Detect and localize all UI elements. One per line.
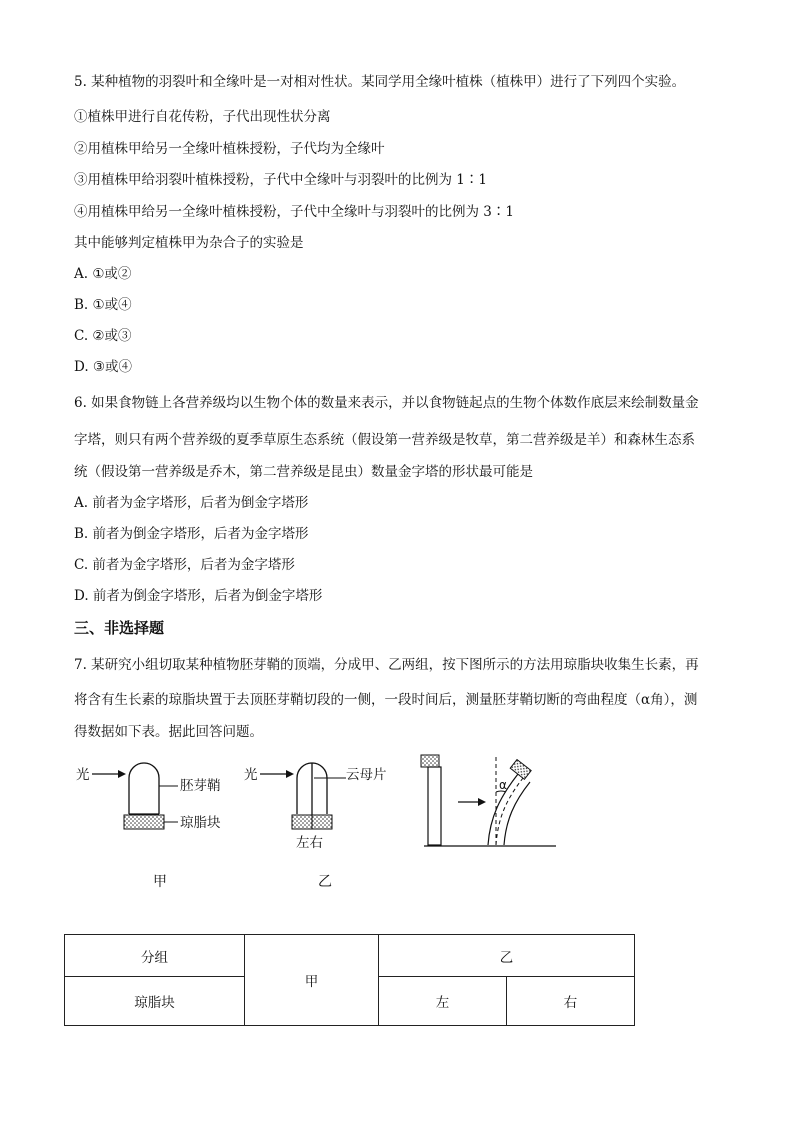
figure-yi [242,758,402,858]
q5-option-d[interactable]: D. ③或④ [74,359,133,375]
data-table [64,934,635,1026]
q5-experiment-1: ①植株甲进行自花传粉，子代出现性状分离 [74,109,331,125]
q5-option-c[interactable]: C. ②或③ [74,328,132,344]
table-header-group: 分组 [65,935,245,977]
table-cell-right: 右 [507,977,635,1026]
section-heading: 三、非选择题 [74,619,165,637]
q6-stem-line-1: 6. 如果食物链上各营养级均以生物个体的数量来表示，并以食物链起点的生物个体数作底层来绘制数量金 [74,395,699,411]
q5-experiment-4: ④用植株甲给另一全缘叶植株授粉，子代中全缘叶与羽裂叶的比例为 3∶1 [74,204,514,220]
q7-stem-line-1: 7. 某研究小组切取某种植物胚芽鞘的顶端，分成甲、乙两组，按下图所示的方法用琼脂块收集生长素，再 [74,657,699,673]
alpha-label: α [499,778,507,792]
q7-stem-line-2: 将含有生长素的琼脂块置于去顶胚芽鞘切段的一侧，一段时间后，测量胚芽鞘切断的弯曲程度（α角），测 [74,692,698,708]
yi-light-arrow-head [286,770,294,778]
straight-segment-agar [421,755,439,767]
yi-agar-right [312,815,332,829]
q6-option-c[interactable]: C. 前者为金字塔形，后者为金字塔形 [74,557,295,573]
q5-option-a[interactable]: A. ①或② [74,266,132,282]
table-cell-left: 左 [379,977,507,1026]
q6-option-d[interactable]: D. 前者为倒金字塔形，后者为倒金字塔形 [74,588,323,604]
jia-light-label: 光 [76,767,90,783]
yi-agar-left [292,815,312,829]
jia-sheath-label: 胚芽鞘 [180,778,221,794]
figure-yi-caption: 乙 [318,874,332,890]
q6-option-a[interactable]: A. 前者为金字塔形，后者为倒金字塔形 [74,495,309,511]
push-arrow-head [478,798,486,806]
yi-light-label: 光 [244,767,258,783]
table-cell-jia: 甲 [245,935,379,1026]
q6-option-b[interactable]: B. 前者为倒金字塔形，后者为金字塔形 [74,526,309,542]
bent-segment-agar [510,760,531,780]
q5-option-b[interactable]: B. ①或④ [74,297,132,313]
q5-experiment-2: ②用植株甲给另一全缘叶植株授粉，子代均为全缘叶 [74,141,385,157]
q6-stem-line-3: 统（假设第一营养级是乔木，第二营养级是昆虫）数量金字塔的形状最可能是 [74,464,533,480]
table-header-agar: 琼脂块 [65,977,245,1026]
q6-stem-line-2: 字塔，则只有两个营养级的夏季草原生态系统（假设第一营养级是牧草，第二营养级是羊）和森林生态系 [74,432,695,448]
table-cell-yi: 乙 [379,935,635,977]
jia-agar-block [124,815,164,829]
jia-coleoptile [129,763,159,814]
q5-question: 其中能够判定植株甲为杂合子的实验是 [74,235,304,251]
figure-jia [74,758,254,848]
yi-left-right-label: 左右 [296,835,323,851]
q5-experiment-3: ③用植株甲给羽裂叶植株授粉，子代中全缘叶与羽裂叶的比例为 1∶1 [74,172,487,188]
figure-jia-caption: 甲 [153,874,167,890]
straight-segment [428,767,441,845]
jia-agar-label: 琼脂块 [180,815,221,831]
yi-mica-label: 云母片 [346,767,387,783]
q7-stem-line-3: 得数据如下表。据此回答问题。 [74,724,263,740]
q5-stem: 5. 某种植物的羽裂叶和全缘叶是一对相对性状。某同学用全缘叶植株（植株甲）进行了下列四个实验。 [74,74,686,90]
jia-light-arrow-head [118,770,126,778]
bent-segment-right-edge [504,782,530,845]
figure-bending [420,752,560,852]
